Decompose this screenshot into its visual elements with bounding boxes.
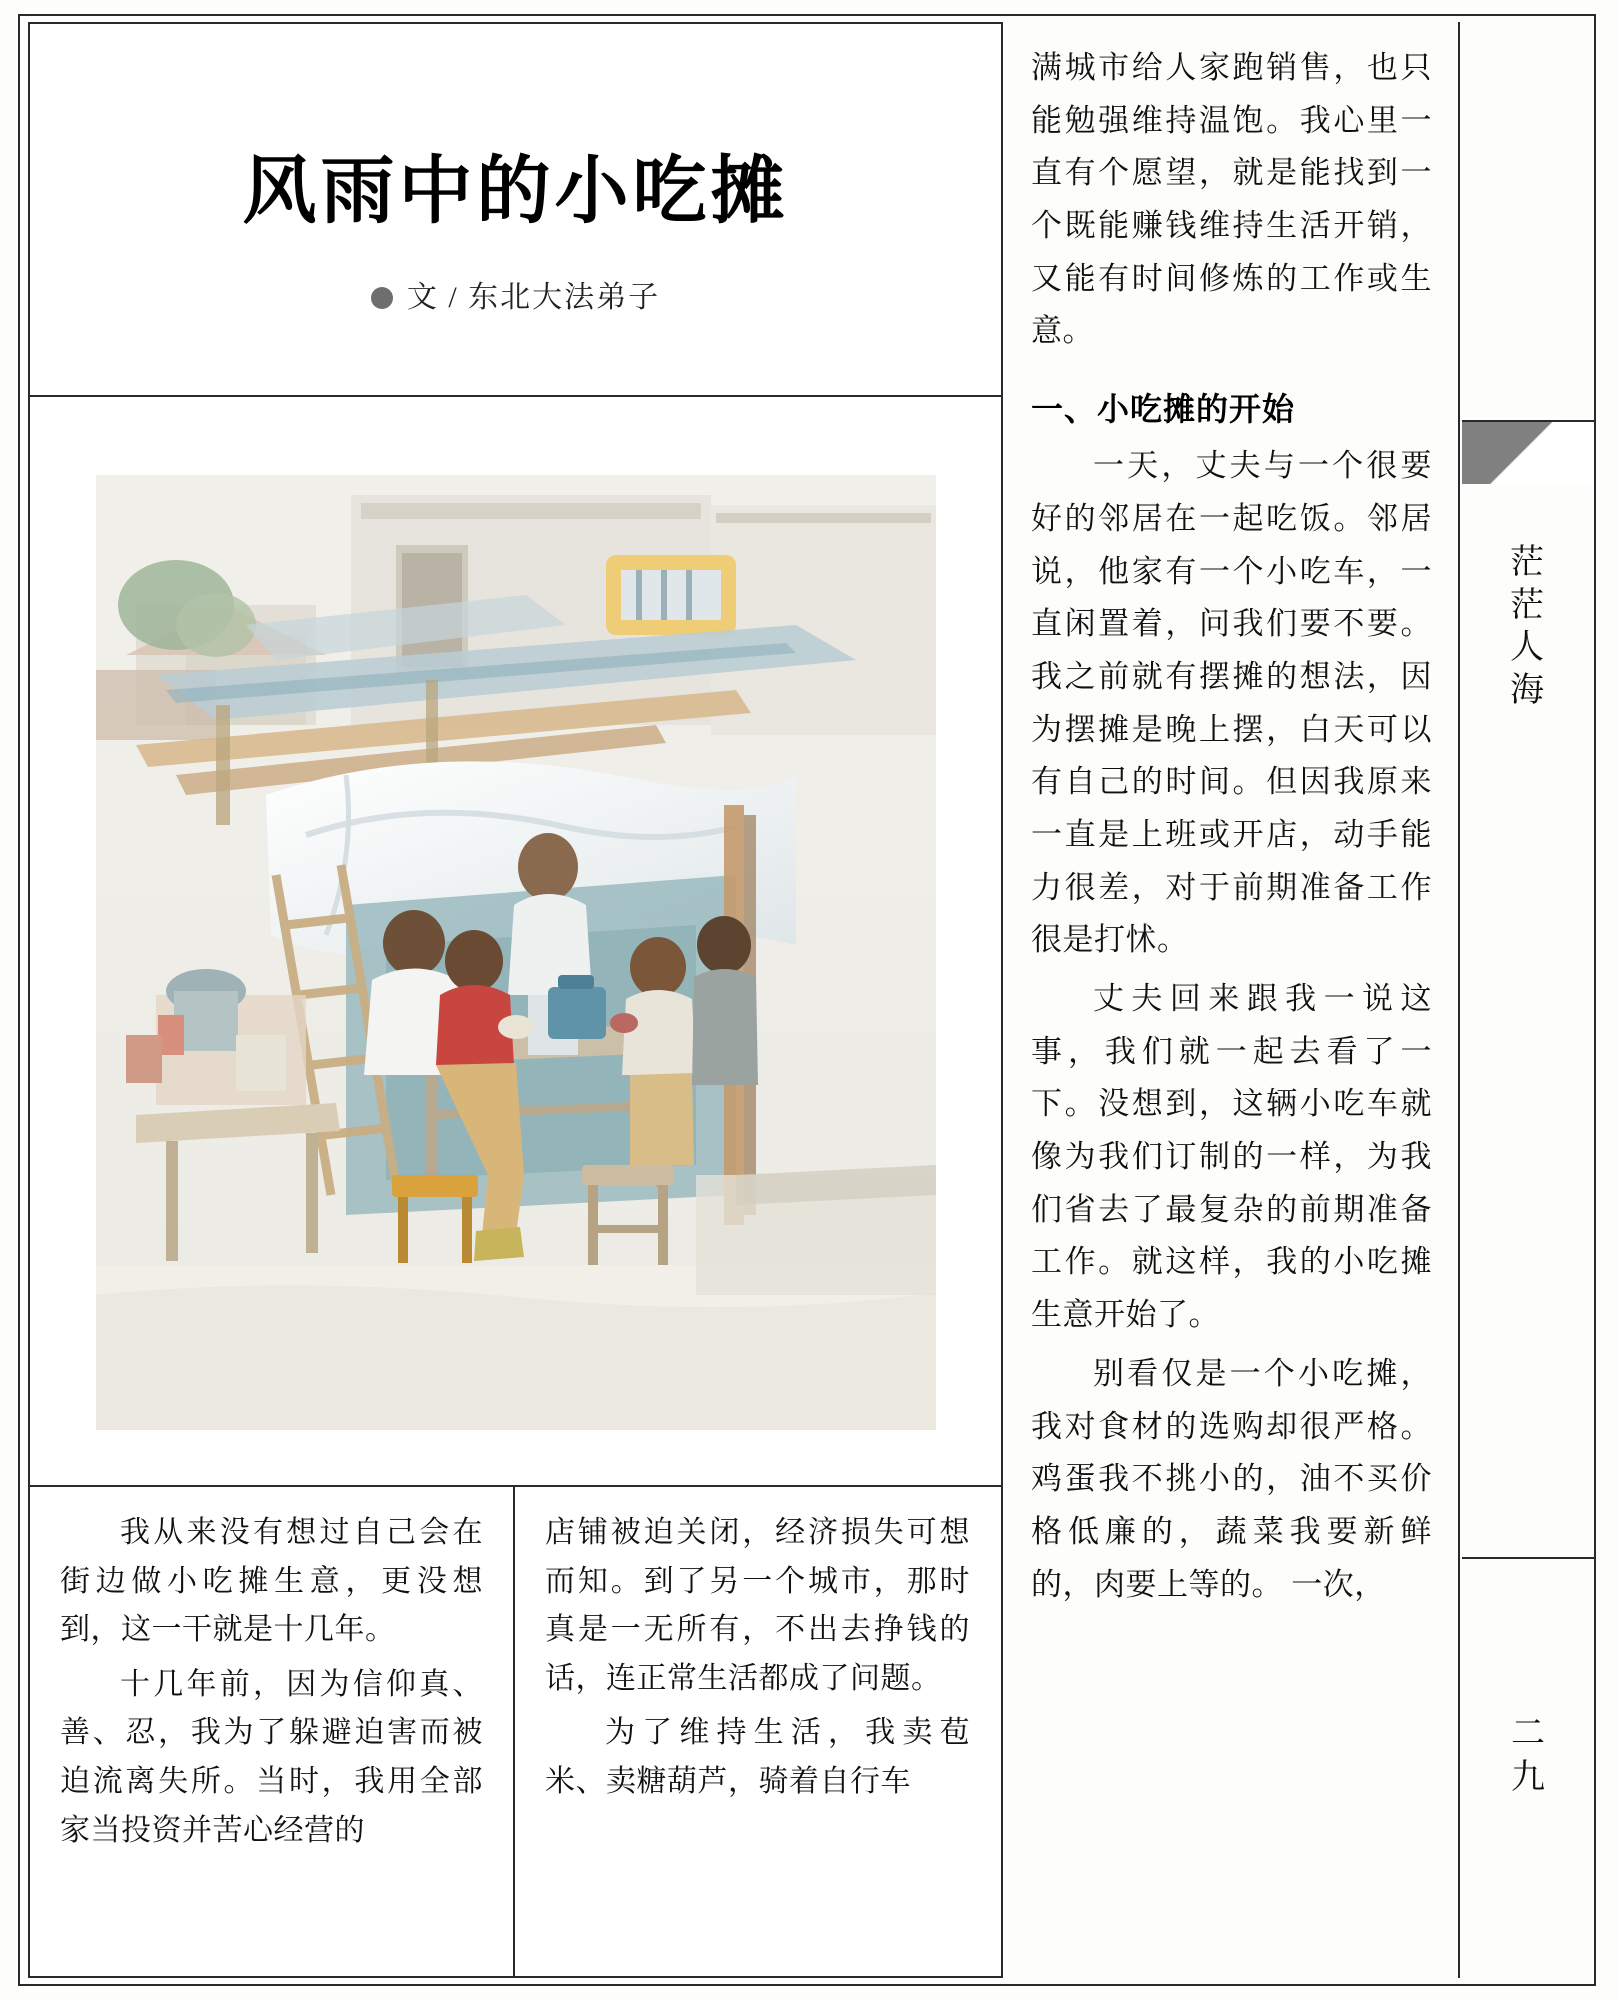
byline-prefix: 文 / <box>406 281 459 314</box>
section-label-char: 茫 <box>1510 544 1546 581</box>
bullet-icon <box>371 287 393 309</box>
section-label-char: 人 <box>1510 629 1546 666</box>
page-number-char: 二 <box>1511 1715 1545 1752</box>
section-subheading: 一、小吃摊的开始 <box>1031 390 1296 429</box>
margin-rail <box>1462 22 1594 1978</box>
paragraph: 为了维持生活，我卖苞米、卖糖葫芦，骑着自行车 <box>545 1716 970 1798</box>
page-number <box>1462 1712 1594 1800</box>
illustration-block <box>30 397 1001 1487</box>
right-article-column <box>1005 22 1460 1978</box>
title-block <box>30 24 1001 397</box>
paragraph: 十几年前，因为信仰真、善、忍，我为了躲避迫害而被迫流离失所。当时，我用全部家当投资并苦心经营的 <box>60 1667 483 1847</box>
paragraph: 我从来没有想过自己会在街边做小吃摊生意，更没想到，这一干就是十几年。 <box>60 1516 483 1647</box>
paragraph: 别看仅是一个小吃摊，我对食材的选购却很严格。鸡蛋我不挑小的，油不买价格低廉的，蔬菜我要新鲜的，肉要上等的。 一次， <box>1031 1355 1432 1602</box>
paragraph: 一天，丈夫与一个很要好的邻居在一起吃饭。邻居说，他家有一个小吃车，一直闲置着，问我们要不要。我之前就有摆摊的想法，因为摆摊是晚上摆，白天可以有自己的时间。但因我原来一直是上班或开店，动手能力很差，对于前期准备工作很是打怵。 <box>1031 448 1432 958</box>
rail-corner-ornament <box>1462 420 1594 484</box>
bottom-column-right <box>515 1487 1000 1976</box>
section-label-char: 海 <box>1510 671 1546 709</box>
illustration-watercolor-street-food-stall <box>96 475 936 1430</box>
main-content-box <box>28 22 1003 1978</box>
paragraph: 丈夫回来跟我一说这事，我们就一起去看了一下。没想到，这辆小吃车就像为我们订制的一样，为我们省去了最复杂的前期准备工作。就这样，我的小吃摊生意开始了。 <box>1031 981 1432 1333</box>
page-number-char: 九 <box>1511 1759 1545 1797</box>
bottom-column-left <box>30 1487 515 1976</box>
section-label-char: 茫 <box>1510 586 1546 624</box>
section-label <box>1462 542 1594 712</box>
page-title: 风雨中的小吃摊 <box>242 148 789 234</box>
byline <box>30 272 1001 316</box>
paragraph: 店铺被迫关闭，经济损失可想而知。到了另一个城市，那时真是一无所有，不出去挣钱的话，连正常生活都成了问题。 <box>545 1516 970 1695</box>
bottom-columns <box>30 1487 1001 1976</box>
paragraph: 满城市给人家跑销售，也只能勉强维持温饱。我心里一直有个愿望，就是能找到一个既能赚钱维持生活开销，又能有时间修炼的工作或生意。 <box>1031 50 1432 349</box>
rail-divider <box>1462 1557 1594 1559</box>
byline-author: 东北大法弟子 <box>468 281 661 314</box>
